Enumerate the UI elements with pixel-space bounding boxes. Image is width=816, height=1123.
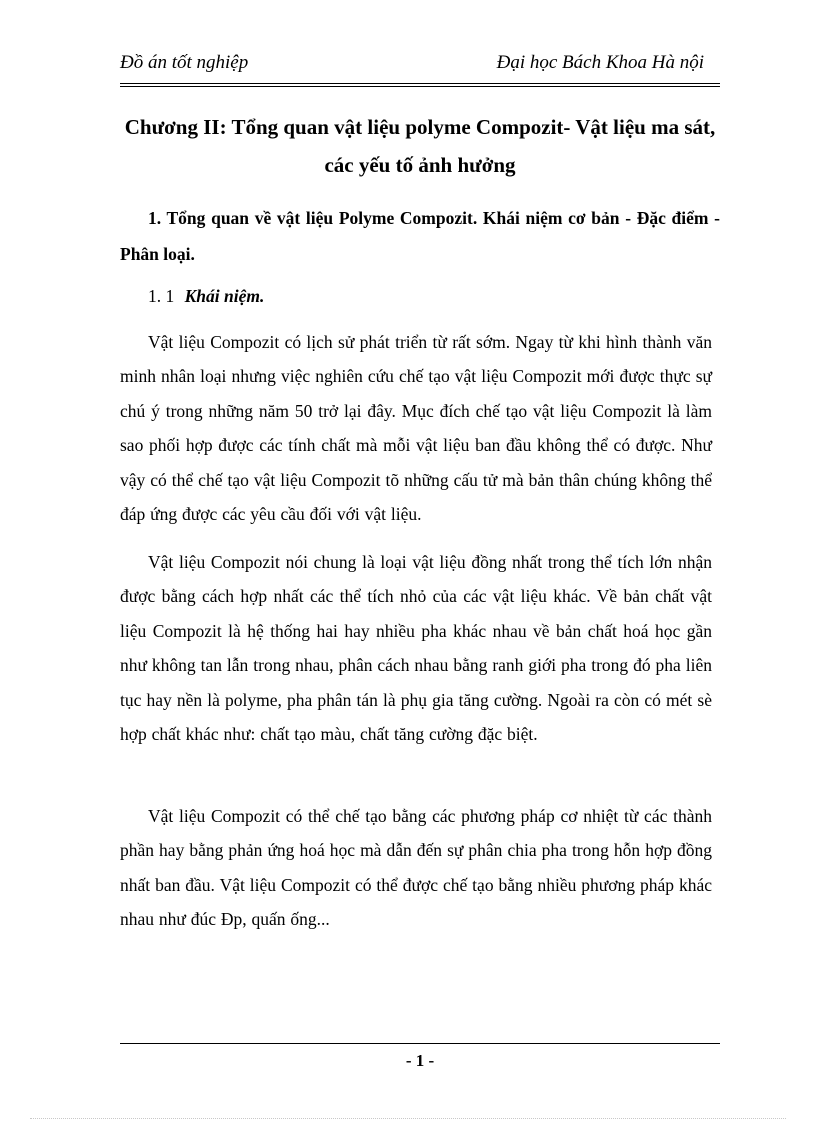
body-paragraph: Vật liệu Compozit nói chung là loại vật liệu đồng nhất trong thể tích lớn nhận được bằng cách hợp nhất các thể tích nhỏ của các vật liệu khác. Về bản chất vật liệu Compozit là hệ thống hai hay nhiều pha khác nhau về bản chất hoá học gần như không tan lẫn trong nhau, phân cách nhau bằng ranh giới pha trong đó pha liên tục hay nền là polyme, pha phân tán là phụ gia tăng cường. Ngoài ra còn có mét sè hợp chất khác như: chất tạo màu, chất tăng cường đặc biệt. [120, 552, 712, 745]
footer-divider [120, 1043, 720, 1044]
subsection-title: Khái niệm. [184, 286, 265, 306]
body-paragraph: Vật liệu Compozit có thể chế tạo bằng các phương pháp cơ nhiệt từ các thành phần hay bằng phản ứng hoá học mà dẫn đến sự phân chia pha trong hỗn hợp đồng nhất ban đầu. Vật liệu Compozit có thể được chế tạo bằng nhiều phương pháp khác nhau như đúc Đp, quấn ống... [120, 806, 712, 930]
header-right-text: Đại học Bách Khoa Hà nội [496, 52, 704, 73]
header-left-text: Đồ án tốt nghiệp [120, 52, 249, 73]
page-edge-dotted-line [30, 1118, 786, 1119]
subsection-heading [148, 284, 264, 308]
header-divider-thick [120, 86, 720, 87]
chapter-title: Chương II: Tổng quan vật liệu polyme Compozit- Vật liệu ma sát, các yếu tố ảnh hưởng [124, 115, 716, 177]
page-number: - 1 - [405, 1051, 435, 1070]
body-paragraph: Vật liệu Compozit có lịch sử phát triển từ rất sớm. Ngay từ khi hình thành văn minh nhân loại nhưng việc nghiên cứu chế tạo vật liệu Compozit mới được thực sự chú ý trong những năm 50 trở lại đây. Mục đích chế tạo vật liệu Compozit là làm sao phối hợp được các tính chất mà mỗi vật liệu ban đầu không thể có được. Như vậy có thể chế tạo vật liệu Compozit tõ những cấu tử mà bản thân chúng không thể đáp ứng được các yêu cầu đối với vật liệu. [120, 332, 712, 525]
subsection-number: 1. 1 [148, 286, 175, 306]
section-heading: 1. Tổng quan về vật liệu Polyme Compozit. Khái niệm cơ bản - Đặc điểm - Phân loại. [120, 208, 720, 264]
header-divider [120, 83, 720, 84]
